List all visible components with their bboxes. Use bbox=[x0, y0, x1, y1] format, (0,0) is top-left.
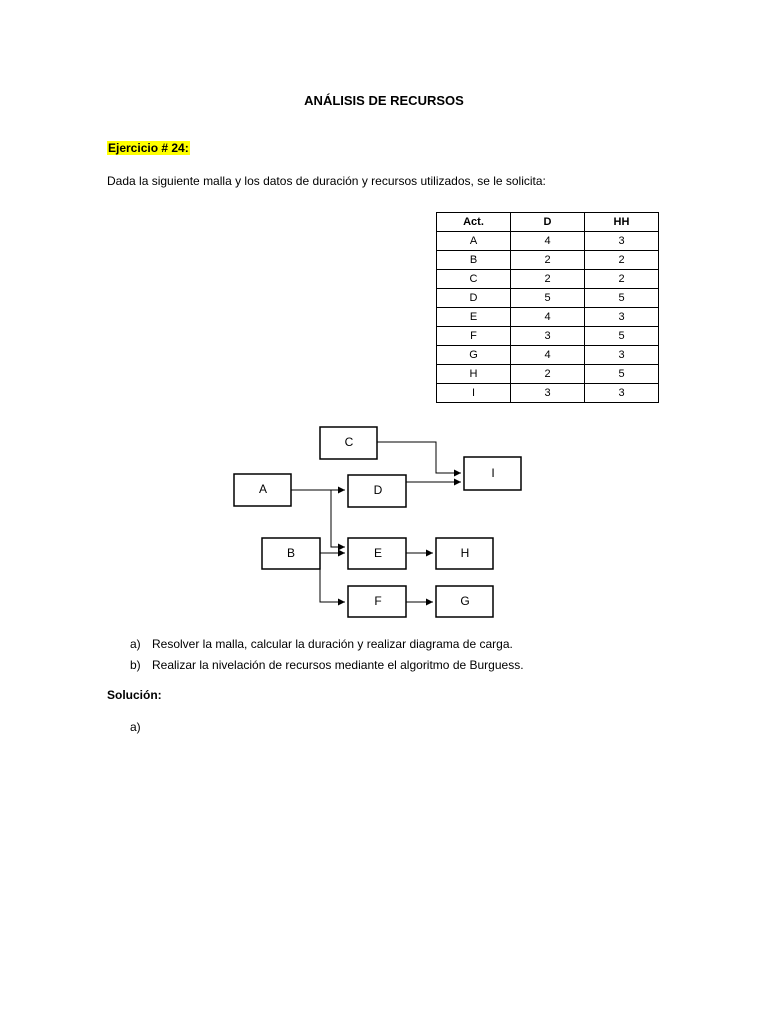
list-item bbox=[130, 658, 524, 679]
node-label-i: I bbox=[491, 466, 495, 481]
list-item bbox=[130, 637, 524, 658]
table-cell: E bbox=[437, 308, 511, 327]
node-label-h: H bbox=[460, 546, 470, 561]
table-cell: 2 bbox=[511, 270, 585, 289]
table-row bbox=[437, 365, 659, 384]
exercise-label: Ejercicio # 24: bbox=[108, 141, 189, 155]
table-cell: 2 bbox=[511, 251, 585, 270]
node-label-b: B bbox=[286, 546, 296, 561]
table-cell: 3 bbox=[511, 327, 585, 346]
edge-c-i bbox=[377, 442, 461, 473]
table-cell: 2 bbox=[585, 270, 659, 289]
activity-network-diagram bbox=[225, 420, 530, 625]
table-cell: 2 bbox=[585, 251, 659, 270]
column-header-duration: D bbox=[511, 213, 585, 232]
table-cell: H bbox=[437, 365, 511, 384]
table-cell: 4 bbox=[511, 232, 585, 251]
table-cell: A bbox=[437, 232, 511, 251]
table-cell: F bbox=[437, 327, 511, 346]
solution-label: Solución: bbox=[107, 688, 162, 702]
table-row bbox=[437, 232, 659, 251]
list-marker: b) bbox=[130, 658, 141, 672]
table-cell: C bbox=[437, 270, 511, 289]
table-cell: 5 bbox=[585, 289, 659, 308]
node-label-f: F bbox=[374, 594, 382, 609]
edge-b-f bbox=[320, 553, 345, 602]
question-list bbox=[130, 637, 524, 679]
node-label-c: C bbox=[344, 435, 354, 450]
table-row bbox=[437, 346, 659, 365]
intro-text: Dada la siguiente malla y los datos de duración y recursos utilizados, se le solicita: bbox=[107, 174, 546, 188]
table-cell: 3 bbox=[511, 384, 585, 403]
node-label-a: A bbox=[258, 482, 268, 497]
activity-table bbox=[436, 212, 659, 403]
table-cell: 3 bbox=[585, 346, 659, 365]
table-row bbox=[437, 289, 659, 308]
table-cell: 4 bbox=[511, 308, 585, 327]
table-header-row bbox=[437, 213, 659, 232]
column-header-hh: HH bbox=[585, 213, 659, 232]
table-row bbox=[437, 384, 659, 403]
table-cell: 3 bbox=[585, 232, 659, 251]
table-cell: G bbox=[437, 346, 511, 365]
node-label-d: D bbox=[373, 483, 383, 498]
table-cell: I bbox=[437, 384, 511, 403]
table-row bbox=[437, 270, 659, 289]
table-cell: 5 bbox=[585, 327, 659, 346]
table-row bbox=[437, 251, 659, 270]
table-cell: 2 bbox=[511, 365, 585, 384]
table-cell: 3 bbox=[585, 384, 659, 403]
table-cell: B bbox=[437, 251, 511, 270]
table-row bbox=[437, 308, 659, 327]
table-cell: 5 bbox=[585, 365, 659, 384]
page-title: ANÁLISIS DE RECURSOS bbox=[304, 93, 464, 108]
question-text: Realizar la nivelación de recursos mediante el algoritmo de Burguess. bbox=[152, 658, 524, 672]
table-row bbox=[437, 327, 659, 346]
column-header-activity: Act. bbox=[437, 213, 511, 232]
question-text: Resolver la malla, calcular la duración y realizar diagrama de carga. bbox=[152, 637, 513, 651]
table-cell: 3 bbox=[585, 308, 659, 327]
list-marker: a) bbox=[130, 637, 141, 651]
solution-item-marker: a) bbox=[130, 720, 141, 734]
node-label-e: E bbox=[373, 546, 383, 561]
table-cell: 5 bbox=[511, 289, 585, 308]
node-label-g: G bbox=[460, 594, 470, 609]
table-cell: D bbox=[437, 289, 511, 308]
table-cell: 4 bbox=[511, 346, 585, 365]
